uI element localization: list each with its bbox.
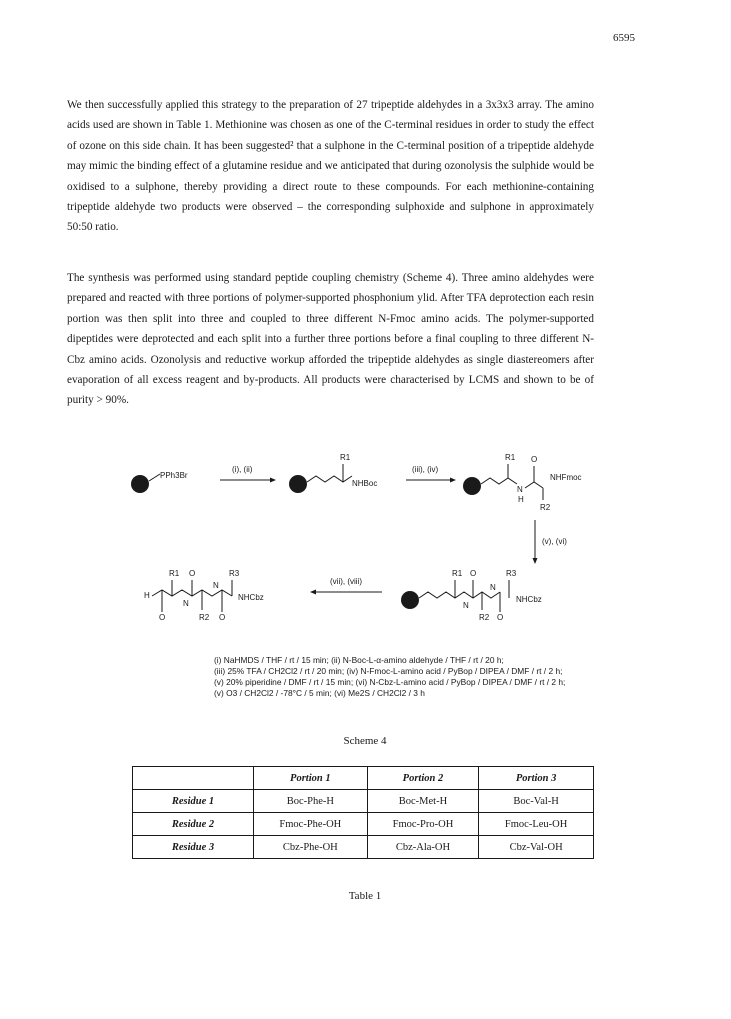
resin-bead-2	[289, 475, 307, 493]
condition-line-3: (v) 20% piperidine / DMF / rt / 15 min; (vi) N-Cbz-L-amino acid / PyBop / DIPEA / DMF / rt / 2 h;	[214, 677, 566, 687]
o-label-a: O	[531, 455, 538, 464]
reaction-scheme	[120, 440, 620, 650]
condition-line-2: (iii) 25% TFA / CH2Cl2 / rt / 20 min; (iv) N-Fmoc-L-amino acid / PyBop / DIPEA / DMF / rt / 2 h;	[214, 666, 563, 676]
step-3-label: (v), (vi)	[542, 537, 567, 546]
step-2-label: (iii), (iv)	[412, 465, 439, 474]
step-4-label: (vii), (viii)	[330, 577, 362, 586]
r2-label-c: R2	[479, 613, 490, 622]
nhcbz-label-a: NHCbz	[238, 593, 264, 602]
amino-acid-table	[132, 766, 594, 859]
r1-label-a: R1	[340, 453, 351, 462]
resin-dipeptide-nhfmoc	[463, 453, 582, 512]
n-label-c: N	[213, 581, 219, 590]
r2-label-a: R2	[540, 503, 551, 512]
arrow-step-4	[310, 577, 382, 595]
table-row-header: Residue 1	[133, 790, 254, 813]
r3-label-b: R3	[506, 569, 517, 578]
o-label-d: O	[219, 613, 226, 622]
arrow-step-1	[220, 465, 276, 483]
condition-line-4: (v) O3 / CH2Cl2 / -78°C / 5 min; (vi) Me2S / CH2Cl2 / 3 h	[214, 688, 425, 698]
tripeptide-aldehyde	[144, 569, 264, 622]
resin-phosphonium-salt	[131, 471, 188, 493]
condition-line-1: (i) NaHMDS / THF / rt / 15 min; (ii) N-Boc-L-α-amino aldehyde / THF / rt / 20 h;	[214, 655, 504, 665]
r1-label-b: R1	[505, 453, 516, 462]
o-label-b: O	[159, 613, 166, 622]
table-cell: Cbz-Phe-OH	[254, 836, 368, 859]
r1-label-c: R1	[169, 569, 180, 578]
table-cell: Boc-Val-H	[479, 790, 594, 813]
o-label-e: O	[470, 569, 477, 578]
resin-bead-1	[131, 475, 149, 493]
paragraph-1: We then successfully applied this strategy to the preparation of 27 tripeptide aldehydes in a 3x3x3 array. The amino acids used are shown in Table 1. Methionine was chosen as one of the C-terminal residues in order to study the effect of ozone on this side chain. It has been suggested² that a sulphone in the C-terminal position of a tripeptide aldehyde may mimic the binding effect of a glutamine residue and we anticipated that during ozonolysis the sulphide would be oxidised to a sulphone, thereby providing a direct route to these compounds. For each methionine-containing tripeptide aldehyde two products were observed – the corresponding sulphoxide and sulphone in approximately 50:50 ratio.	[67, 99, 594, 234]
table-cell: Cbz-Val-OH	[479, 836, 594, 859]
table-header-cell: Portion 2	[367, 767, 479, 790]
table-cell: Cbz-Ala-OH	[367, 836, 479, 859]
table-cell: Boc-Phe-H	[254, 790, 368, 813]
table-cell: Fmoc-Phe-OH	[254, 813, 368, 836]
r1-label-d: R1	[452, 569, 463, 578]
scheme-caption: Scheme 4	[343, 735, 387, 747]
table-header-row	[133, 767, 594, 790]
table-header-cell: Portion 1	[254, 767, 368, 790]
nhcbz-label-b: NHCbz	[516, 595, 542, 604]
resin-bead-3	[463, 477, 481, 495]
table-cell: Fmoc-Leu-OH	[479, 813, 594, 836]
table-header-cell	[133, 767, 254, 790]
phosphonium-salt-label: PPh3Br	[160, 471, 188, 480]
table-header-cell: Portion 3	[479, 767, 594, 790]
o-label-f: O	[497, 613, 504, 622]
nhfmoc-label: NHFmoc	[550, 473, 582, 482]
paragraph-2: The synthesis was performed using standard peptide coupling chemistry (Scheme 4). Three amino aldehydes were prepared and reacted with three portions of polymer-supported phosphonium ylid. After TFA deprotection each resin portion was then split into three and coupled to three different N-Fmoc amino acids. The polymer-supported dipeptides were deprotected and each split into a further three portions before a final coupling to three different N-Cbz amino acids. Ozonolysis and reductive workup afforded the tripeptide aldehydes as single diastereomers after evaporation of all excess reagent and by-products. All products were characterised by LCMS and shown to be of purity > 90%.	[67, 272, 594, 407]
n-label-e: N	[490, 583, 496, 592]
reaction-conditions	[214, 655, 634, 699]
table-row	[133, 836, 594, 859]
h-terminal-label: H	[144, 591, 150, 600]
resin-bead-4	[401, 591, 419, 609]
resin-tripeptide-nhcbz	[401, 569, 542, 622]
step-1-label: (i), (ii)	[232, 465, 253, 474]
page-number: 6595	[613, 32, 635, 44]
table-row-header: Residue 2	[133, 813, 254, 836]
table-row	[133, 813, 594, 836]
table-caption: Table 1	[348, 890, 382, 902]
table-cell: Boc-Met-H	[367, 790, 479, 813]
n-label-a: N	[517, 485, 523, 494]
arrow-step-3	[533, 520, 568, 564]
nhboc-label: NHBoc	[352, 479, 378, 488]
resin-alkene-nhboc	[289, 453, 377, 493]
table-row	[133, 790, 594, 813]
arrow-step-2	[406, 465, 456, 483]
table-cell: Fmoc-Pro-OH	[367, 813, 479, 836]
table-row-header: Residue 3	[133, 836, 254, 859]
o-label-c: O	[189, 569, 196, 578]
r2-label-b: R2	[199, 613, 210, 622]
n-label-d: N	[463, 601, 469, 610]
n-label-b: N	[183, 599, 189, 608]
h-label-a: H	[518, 495, 524, 504]
r3-label-a: R3	[229, 569, 240, 578]
